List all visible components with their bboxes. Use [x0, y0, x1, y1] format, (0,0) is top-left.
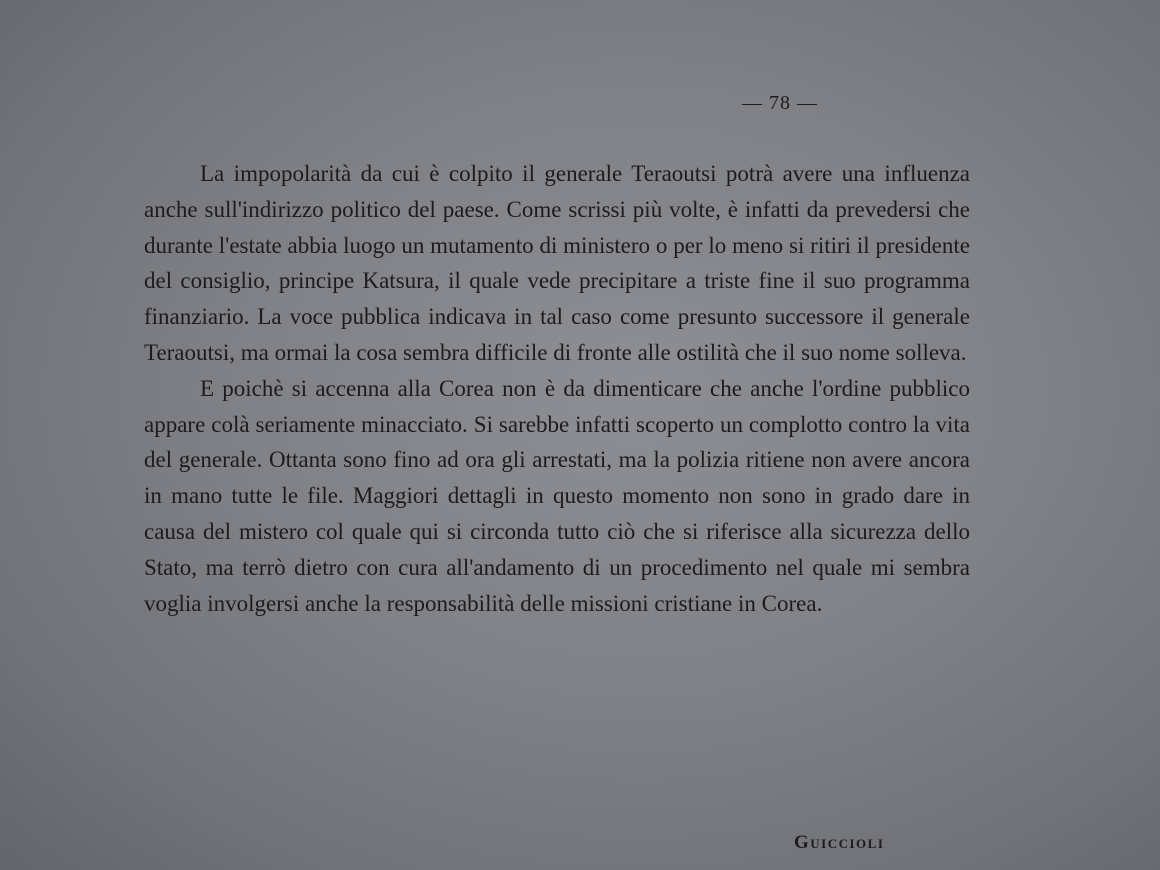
- paragraph: La impopolarità da cui è colpito il generale Teraoutsi potrà avere una influenza anche sull'indirizzo politico del paese. Come scrissi più volte, è infatti da prevedersi che durante l'estate abbia luogo un mutamento di ministero o per lo meno si ritiri il presidente del consiglio, principe Katsura, il quale vede precipitare a triste fine il suo programma finanziario. La voce pubblica indicava in tal caso come presunto successore il generale Teraoutsi, ma ormai la cosa sembra difficile di fronte alle ostilità che il suo nome solleva.: [144, 161, 970, 365]
- body-text: [144, 156, 970, 621]
- paragraph: E poichè si accenna alla Corea non è da dimenticare che anche l'ordine pubblico appare colà seriamente minacciato. Si sarebbe infatti scoperto un complotto contro la vita del generale. Ottanta sono fino ad ora gli arrestati, ma la polizia ritiene non avere ancora in mano tutte le file. Maggiori dettagli in questo momento non sono in grado dare in causa del mistero col quale qui si circonda tutto ciò che si riferisce alla sicurezza dello Stato, ma terrò dietro con cura all'andamento di un procedimento nel quale mi sembra voglia involgersi anche la responsabilità delle missioni cristiane in Corea.: [144, 375, 970, 616]
- signature: Guiccioli: [794, 832, 885, 853]
- page-number: — 78 —: [742, 92, 818, 114]
